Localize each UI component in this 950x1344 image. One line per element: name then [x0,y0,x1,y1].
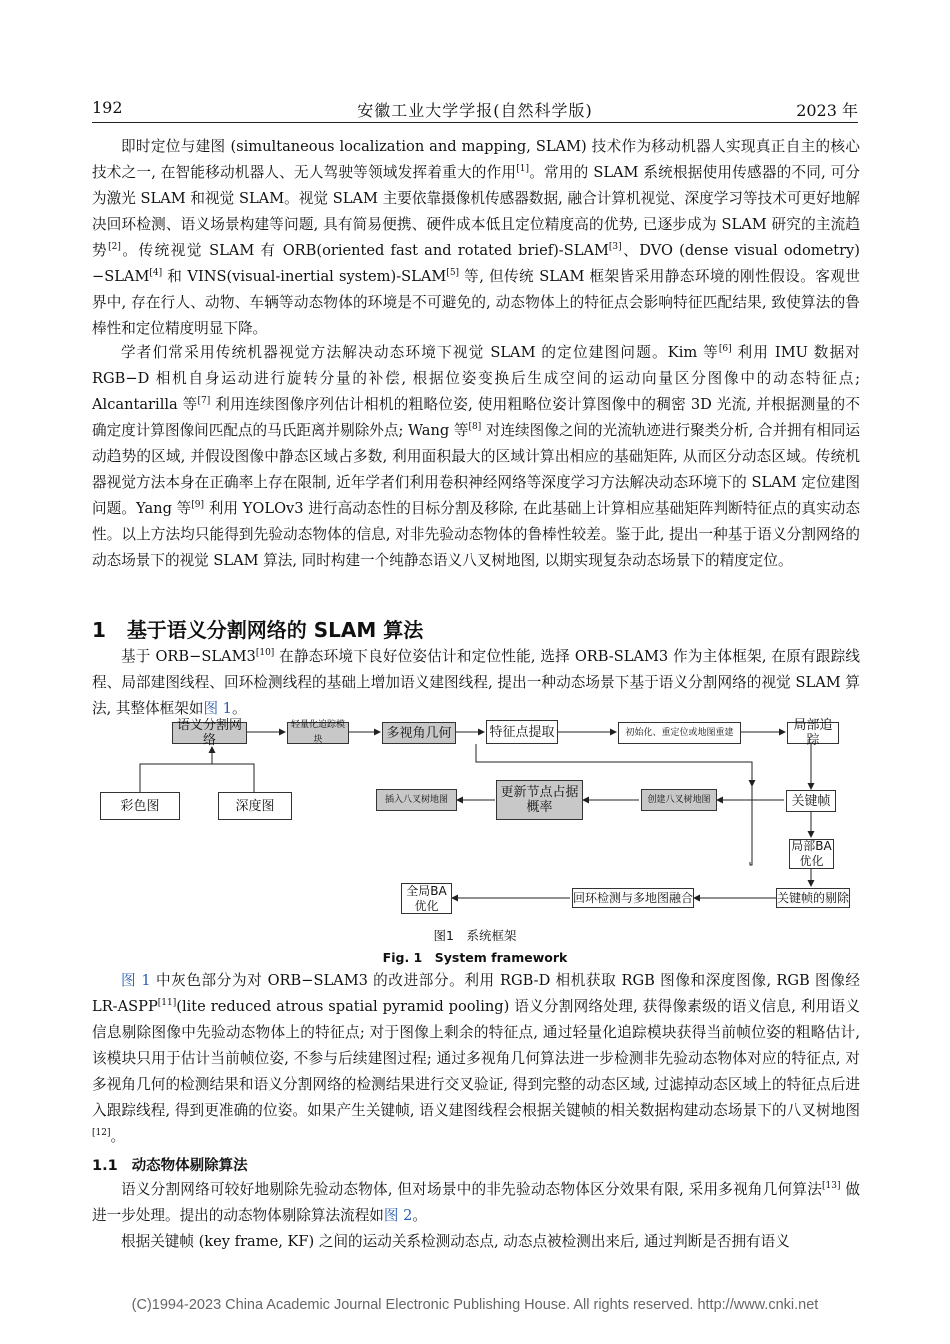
page-number: 192 [92,98,123,117]
citation[interactable]: [8] [468,422,482,433]
citation[interactable]: [2] [108,242,121,253]
figure-caption-zh: 图1 系统框架 [433,928,517,943]
text-run: 对连续图像之间的光流轨迹进行聚类分析, 合并拥有相同运动趋势的区域, 并假设图像中静态区域占多数, 利用面积最大的区域计算出相应的基础矩阵, 从而区分动态区域。传统机器视觉方法本身在正确率上存在限制, 近年学者们利用卷积神经网络等深度学习方法解决动态环境下的 SLAM 定位建图问题。Yang 等 [92,422,861,517]
figure-description-paragraph [92,968,860,1150]
section-number: 1 [92,618,106,642]
subsection-paragraph-2 [92,1229,860,1255]
figure-link[interactable]: 图 1 [121,972,151,989]
citation[interactable]: [11] [157,998,177,1009]
create-octree-box: 创建八叉树地图 [641,789,717,811]
text-run: 基于 ORB−SLAM3 [121,648,256,665]
text-run: 。传统视觉 SLAM 有 ORB(oriented fast and rotated brief)-SLAM [120,242,609,259]
text-run: 在静态环境下良好位姿估计和定位性能, 选择 ORB-SLAM3 作为主体框架, 在原有跟踪线程、局部建图线程、回环检测线程的基础上增加语义建图线程, 提出一种动态场景下基于语义分割网络的视觉 SLAM 算法, 其整体框架如 [92,648,860,717]
insert-octree-box: 插入八叉树地图 [376,789,457,811]
section-paragraph [92,644,860,722]
keyframe-culling-box: 关键帧的剔除 [776,888,850,908]
journal-title: 安徽工业大学学报(自然科学版) [357,101,593,120]
text-run: 语义分割网络可较好地剔除先验动态物体, 但对场景中的非先验动态物体区分效果有限, 采用多视角几何算法 [121,1181,823,1198]
figure-link[interactable]: 图 2 [383,1207,413,1224]
text-run: 。 [231,700,247,717]
citation[interactable]: [3] [608,242,622,253]
copyright-footer: (C)1994-2023 China Academic Journal Electronic Publishing House. All rights reserved. http://www.cnki.net [131,1297,819,1313]
section-title: 基于语义分割网络的 SLAM 算法 [126,618,424,642]
system-framework-figure [92,716,858,932]
intro-paragraph-1 [92,134,860,342]
text-run: 、DVO (dense visual odometry)−SLAM [92,242,860,285]
text-run: 中灰色部分为对 ORB−SLAM3 的改进部分。利用 RGB-D 相机获取 RGB 图像和深度图像, RGB 图像经 LR-ASPP [92,972,860,1015]
loop-detection-box: 回环检测与多地图融合 [572,888,694,908]
feature-extraction-box: 特征点提取 [486,720,558,744]
text-run: 。 [412,1207,428,1224]
color-image-box: 彩色图 [100,792,180,820]
text-run: 。常用的 SLAM 系统根据使用传感器的不同, 可分为激光 SLAM 和视觉 SLAM。视觉 SLAM 主要依靠摄像机传感器数据, 融合计算机视觉、深度学习等技术可更好地解决回环检测、语义场景构建等问题, 具有简易便携、硬件成本低且定位精度高的优势, 已逐步成为 SLAM 研究的主流趋势 [92,164,861,259]
text-run: 学者们常采用传统机器视觉方法解决动态环境下视觉 SLAM 的定位建图问题。Kim 等 [121,344,719,361]
global-ba-box: 全局BA优化 [401,883,452,914]
text-run: 利用 YOLOv3 进行高动态性的目标分割及移除, 在此基础上计算相应基础矩阵判断特征点的真实动态性。以上方法均只能得到先验动态物体的信息, 对非先验动态物体的鲁棒性较差。鉴于此, 提出一种基于语义分割网络的动态场景下的视觉 SLAM 算法, 同时构建一个纯静态语义八叉树地图, 以期实现复杂动态场景下的精度定位。 [92,500,860,569]
intro-paragraph-2 [92,340,860,574]
figure-link[interactable]: 图 1 [203,700,232,717]
section-heading [92,614,423,643]
semantic-segmentation-box: 语义分割网络 [172,722,247,744]
subsection-number: 1.1 [92,1158,118,1174]
citation[interactable]: [4] [149,268,163,279]
text-run: 等, 但传统 SLAM 框架皆采用静态环境的刚性假设。客观世界中, 存在行人、动物、车辆等动态物体的环境是不可避免的, 动态物体上的特征点会影响特征匹配结果, 致使算法的鲁棒性和定位精度明显下降。 [92,268,860,337]
keyframe-box: 关键帧 [786,790,836,812]
depth-image-box: 深度图 [218,792,292,820]
multi-view-geometry-box: 多视角几何 [382,722,456,744]
citation[interactable]: [5] [446,268,460,279]
subsection-title: 动态物体剔除算法 [131,1158,248,1174]
citation[interactable]: [13] [822,1181,841,1192]
figure-connectors [92,716,858,932]
text-run: 和 VINS(visual-inertial system)-SLAM [162,268,447,285]
text-run: 利用 IMU 数据对 RGB−D 相机自身运动进行旋转分量的补偿, 根据位姿变换后生成空间的运动向量区分图像中的动态特征点; Alcantarilla 等 [92,344,860,413]
citation[interactable]: [12] [92,1128,111,1139]
citation[interactable]: [10] [255,648,275,659]
journal-year: 2023 年 [796,101,858,120]
citation[interactable]: [6] [718,344,732,355]
text-run: 。 [110,1128,126,1145]
local-tracking-box: 局部追踪 [787,722,839,744]
citation[interactable]: [1] [516,164,529,175]
lightweight-tracking-box: 轻量化追踪模块 [287,722,349,744]
text-run: (lite reduced atrous spatial pyramid pooling) 语义分割网络处理, 获得像素级的语义信息, 利用语义信息剔除图像中先验动态物体上的特征点; 对于图像上剩余的特征点, 通过轻量化追踪模块获得当前帧位姿的粗略估计, 该模块只用于估计当前帧位姿, 不参与后续建图过程; 通过多视角几何算法进一步检测非先验动态物体对应的特征点, 对多视角几何的检测结果和语义分割网络的检测结果进行交叉验证, 得到完整的动态区域, 过滤掉动态区域上的特征点后进入跟踪线程, 得到更准确的位姿。如果产生关键帧, 语义建图线程会根据关键帧的相关数据构建动态场景下的八叉树地图 [92,998,860,1119]
citation[interactable]: [7] [197,396,211,407]
subsection-heading [92,1154,248,1175]
page-header [92,96,858,123]
text-run: 即时定位与建图 (simultaneous localization and mapping, SLAM) 技术作为移动机器人实现真正自主的核心技术之一, 在智能移动机器人、无人驾驶等领域发挥着重大的作用 [92,138,860,181]
initialization-box: 初始化、重定位或地图重建 [618,722,741,744]
update-occupancy-box: 更新节点占据概率 [496,780,583,820]
figure-caption-en: Fig. 1 System framework [382,950,568,965]
text-run: 利用连续图像序列估计相机的粗略位姿, 使用粗略位姿计算图像中的稠密 3D 光流, 并根据测量的不确定度计算图像间匹配点的马氏距离并剔除外点; Wang 等 [92,396,860,439]
citation[interactable]: [9] [191,500,205,511]
local-ba-box: 局部BA优化 [789,839,834,869]
subsection-paragraph-1 [92,1177,860,1229]
text-run: 根据关键帧 (key frame, KF) 之间的运动关系检测动态点, 动态点被检测出来后, 通过判断是否拥有语义 [121,1233,790,1250]
text-run: 做进一步处理。提出的动态物体剔除算法流程如 [92,1181,860,1224]
